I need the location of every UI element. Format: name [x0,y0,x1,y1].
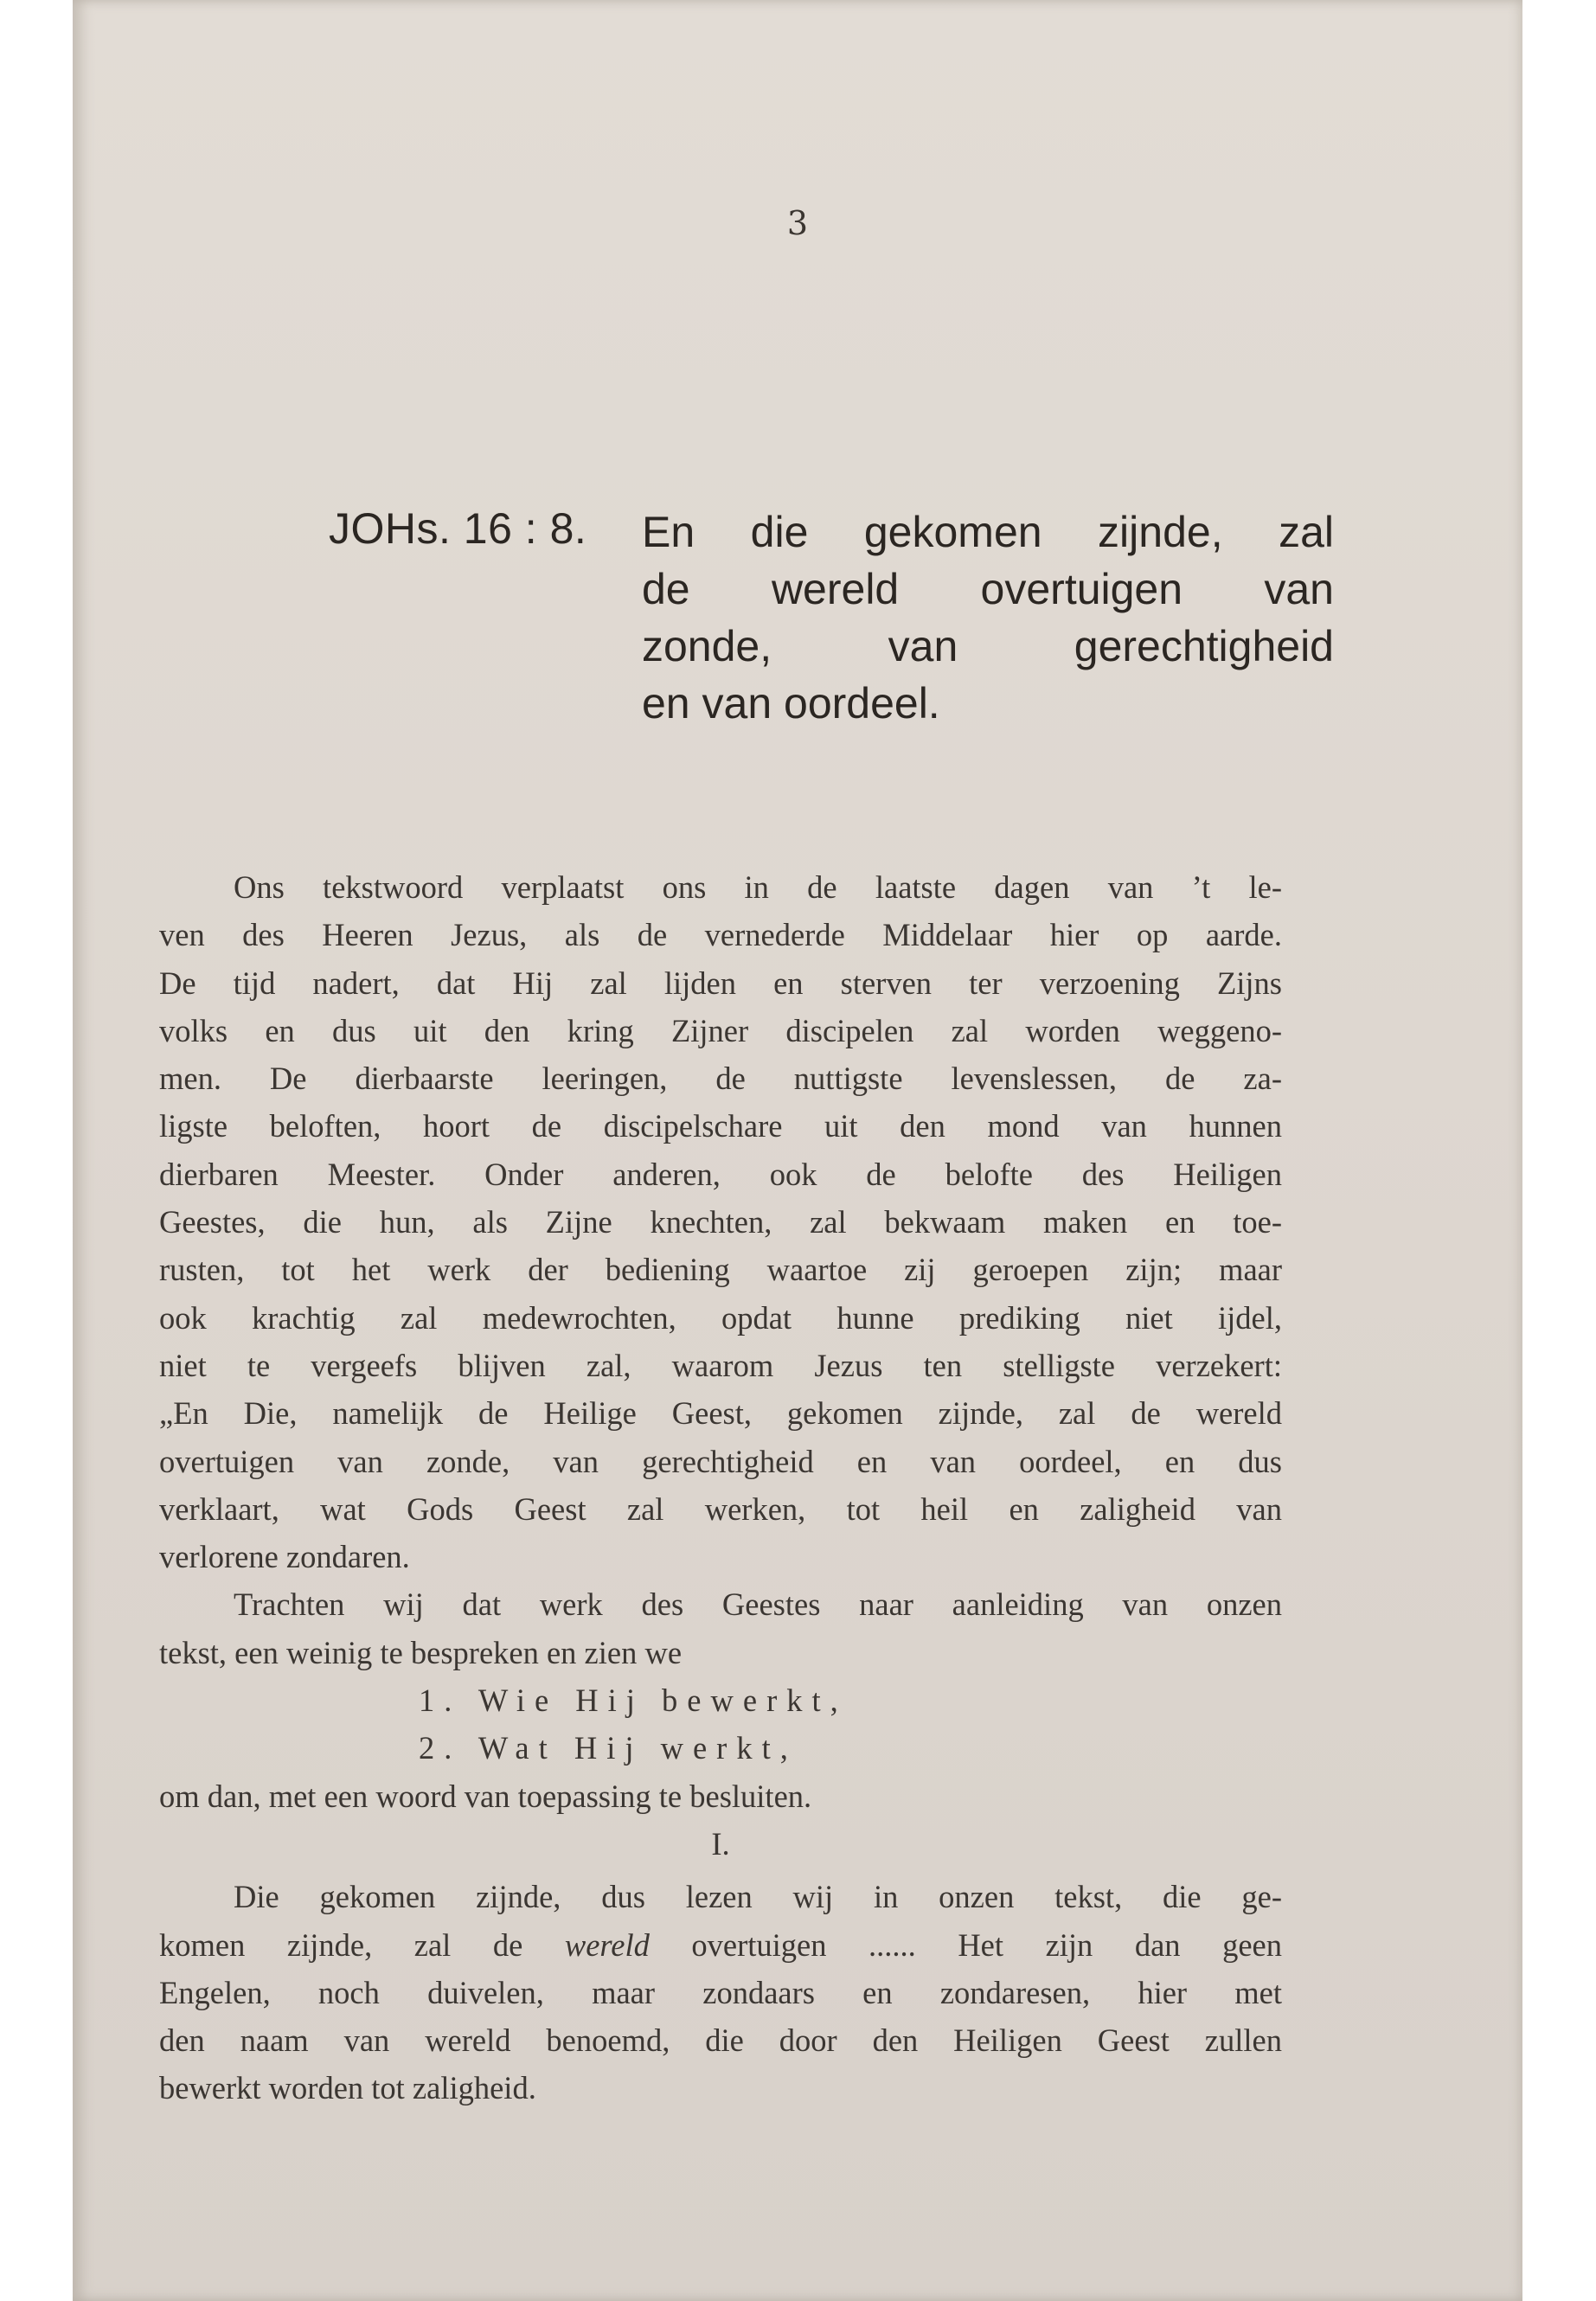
verse-line: en van oordeel. [642,679,940,727]
verse-reference: JOHs. 16 : 8. [329,504,587,553]
emphasized-word: wereld [564,1926,650,1963]
verse-line: de wereld overtuigen van [642,565,1334,613]
body-text [159,863,1282,2112]
paragraph-3-text: overtuigen ...... Het zijn dan geen [649,1926,1282,1963]
book-page [73,0,1522,2301]
verse-line: zonde, van gerechtigheid [642,622,1334,670]
verse-text [642,503,1334,732]
paragraph-3-line: bewerkt worden tot zaligheid. [159,2070,536,2106]
paragraph-1-line: volks en dus uit den kring Zijner discipelen zal worden weggeno- [159,1012,1282,1048]
paragraph-2-line: Trachten wij dat werk des Geestes naar aanleiding van onzen [234,1586,1282,1623]
paragraph-1-line: men. De dierbaarste leeringen, de nuttigste levenslessen, de za- [159,1061,1282,1097]
paragraph-3-line: den naam van wereld benoemd, die door den Heiligen Geest zullen [159,2022,1282,2059]
paragraph-1-line: verklaart, wat Gods Geest zal werken, tot heil en zaligheid van [159,1490,1282,1527]
paragraph-1-line: ook krachtig zal medewrochten, opdat hunne prediking niet ijdel, [159,1299,1282,1336]
paragraph-1-line: ligste beloften, hoort de discipelschare uit den mond van hunnen [159,1108,1282,1144]
paragraph-1-line: „En Die, namelijk de Heilige Geest, gekomen zijnde, zal de wereld [159,1395,1282,1432]
paragraph-3-line [159,1921,1282,1969]
paragraph-3-line: Engelen, noch duivelen, maar zondaars en zondaresen, hier met [159,1974,1282,2010]
paragraph-3-line: Die gekomen zijnde, dus lezen wij in onzen tekst, die ge- [234,1879,1282,1915]
paragraph-1-line: Geestes, die hun, als Zijne knechten, zal bekwaam maken en toe- [159,1204,1282,1240]
paragraph-1-line: verlorene zondaren. [159,1539,410,1575]
paragraph-1-line: rusten, tot het werk der bediening waartoe zij geroepen zijn; maar [159,1252,1282,1288]
paragraph-1-line: niet te vergeefs blijven zal, waarom Jezus ten stelligste verzekert: [159,1347,1282,1383]
paragraph-1-line: dierbaren Meester. Onder anderen, ook de belofte des Heiligen [159,1156,1282,1192]
paragraph-3-text: komen zijnde, zal de [159,1926,565,1963]
section-heading: I. [711,1825,730,1862]
paragraph-1-line: ven des Heeren Jezus, als de vernederde Middelaar hier op aarde. [159,917,1282,953]
paragraph-1-line: overtuigen van zonde, van gerechtigheid en van oordeel, en dus [159,1443,1282,1479]
paragraph-1-line: De tijd nadert, dat Hij zal lijden en sterven ter verzoening Zijns [159,965,1282,1001]
page-number: 3 [786,204,809,242]
paragraph-1-line: Ons tekstwoord verplaatst ons in de laatste dagen van ’t le- [234,869,1282,905]
list-item-2: 2. Wat Hij werkt, [419,1730,798,1766]
paragraph-2-line: tekst, een weinig te bespreken en zien we [159,1634,683,1670]
closing-line: om dan, met een woord van toepassing te besluiten. [159,1778,812,1814]
list-item-1: 1. Wie Hij bewerkt, [419,1682,848,1719]
verse-line: En die gekomen zijnde, zal [642,508,1334,556]
